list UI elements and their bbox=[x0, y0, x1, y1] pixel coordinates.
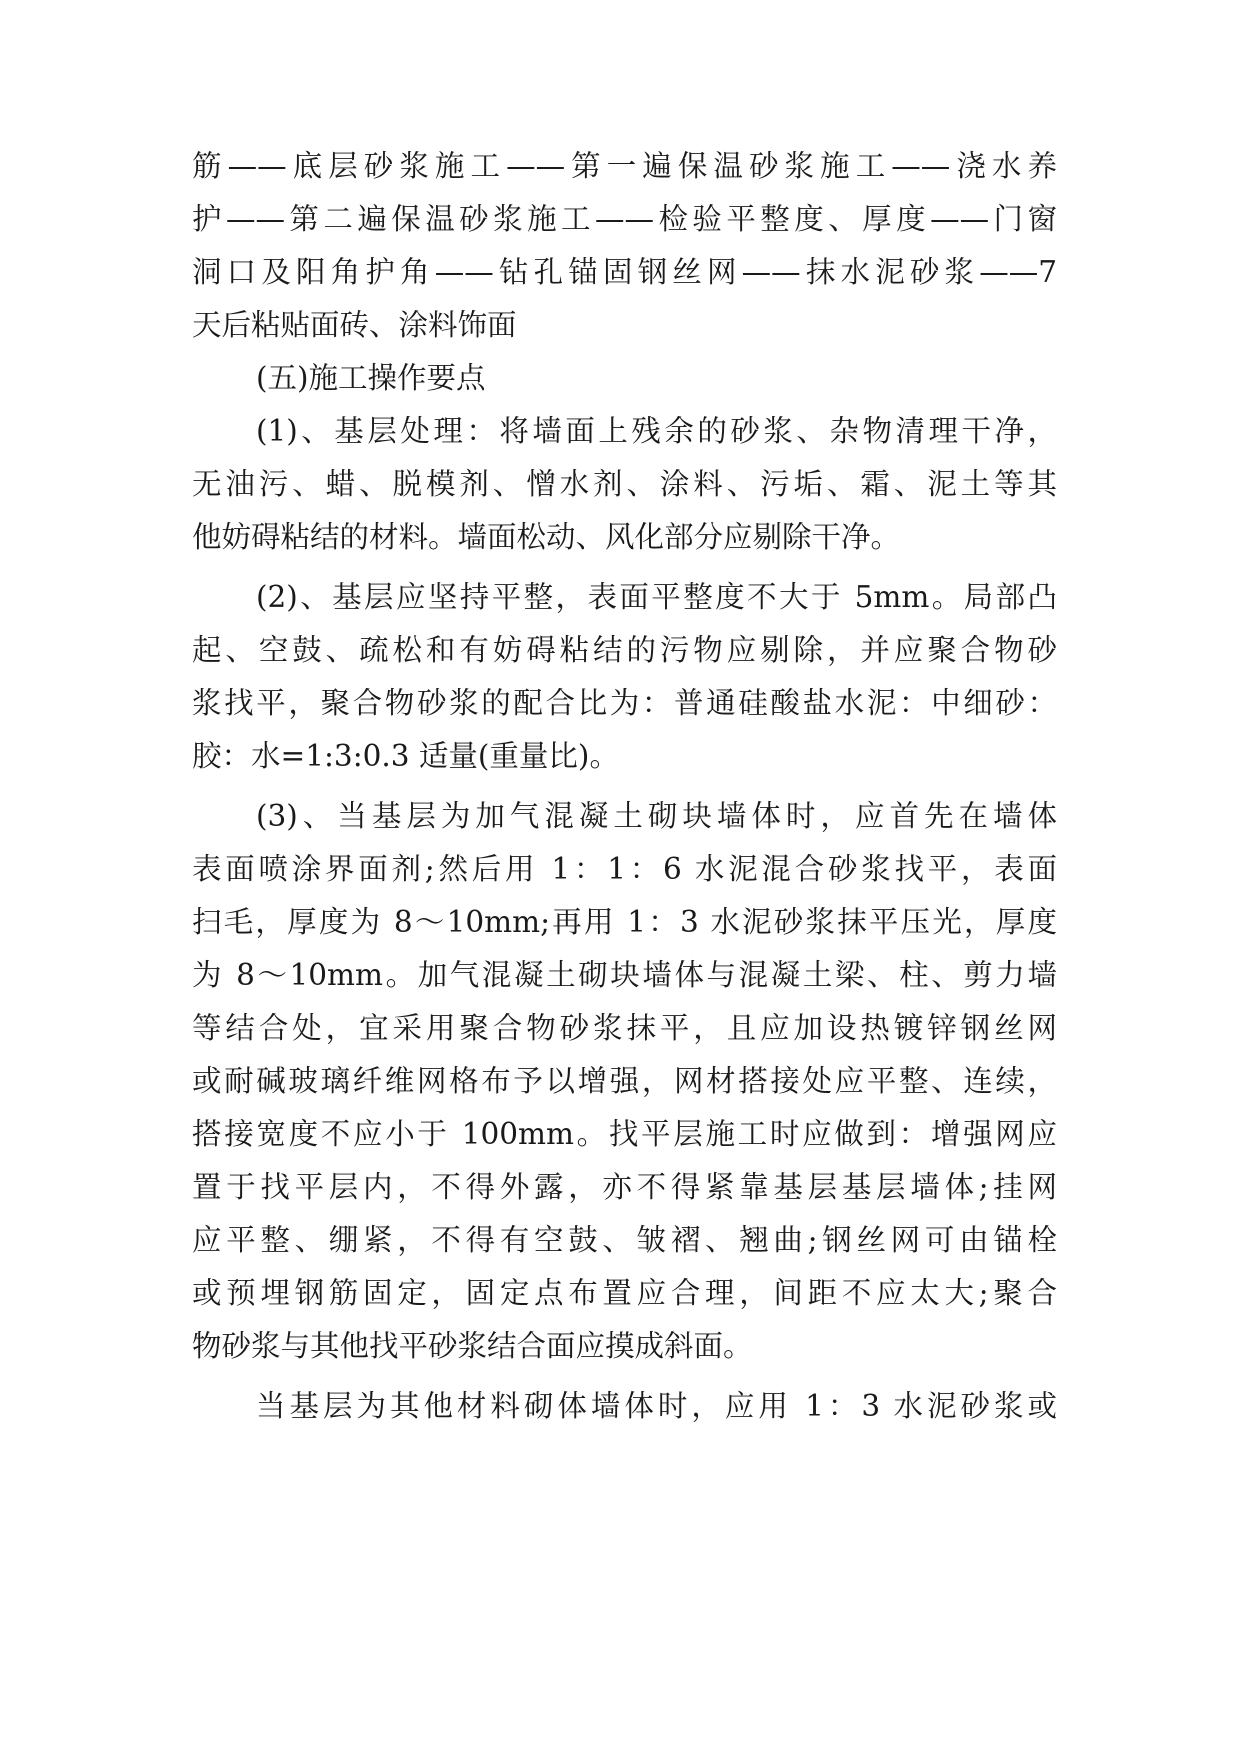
text-line: 浆找平，聚合物砂浆的配合比为：普通硅酸盐水泥：中细砂： bbox=[192, 686, 1057, 720]
text-line: 应平整、绷紧，不得有空鼓、皱褶、翘曲;钢丝网可由锚栓 bbox=[192, 1223, 1057, 1257]
text-line: 等结合处，宜采用聚合物砂浆抹平，且应加设热镀锌钢丝网 bbox=[192, 1011, 1057, 1045]
text-line: (1)、基层处理：将墙面上残余的砂浆、杂物清理干净， bbox=[256, 414, 1057, 448]
text-line: 护——第二遍保温砂浆施工——检验平整度、厚度——门窗 bbox=[192, 202, 1057, 236]
text-line: 洞口及阳角护角——钻孔锚固钢丝网——抹水泥砂浆——7 bbox=[192, 255, 1057, 289]
text-line: 或耐碱玻璃纤维网格布予以增强，网材搭接处应平整、连续， bbox=[192, 1064, 1057, 1098]
text-line: 搭接宽度不应小于 100mm。找平层施工时应做到：增强网应 bbox=[192, 1117, 1057, 1151]
text-line: 为 8～10mm。加气混凝土砌块墙体与混凝土梁、柱、剪力墙 bbox=[192, 958, 1057, 992]
text-line: 置于找平层内，不得外露，亦不得紧靠基层基层墙体;挂网 bbox=[192, 1170, 1057, 1204]
text-line: 天后粘贴面砖、涂料饰面 bbox=[192, 308, 517, 342]
text-line: 物砂浆与其他找平砂浆结合面应摸成斜面。 bbox=[192, 1329, 753, 1363]
text-line: 起、空鼓、疏松和有妨碍粘结的污物应剔除，并应聚合物砂 bbox=[192, 633, 1057, 667]
text-line: 胶：水=1:3:0.3 适量(重量比)。 bbox=[192, 739, 619, 773]
text-line: (2)、基层应坚持平整，表面平整度不大于 5mm。局部凸 bbox=[256, 580, 1057, 614]
text-line: 他妨碍粘结的材料。墙面松动、风化部分应剔除干净。 bbox=[192, 520, 901, 554]
section-heading: (五)施工操作要点 bbox=[256, 361, 486, 395]
text-line: 或预埋钢筋固定，固定点布置应合理，间距不应太大;聚合 bbox=[192, 1276, 1057, 1310]
text-line: 表面喷涂界面剂;然后用 1：1：6 水泥混合砂浆找平，表面 bbox=[192, 852, 1057, 886]
text-line: 无油污、蜡、脱模剂、憎水剂、涂料、污垢、霜、泥土等其 bbox=[192, 467, 1057, 501]
text-line: 当基层为其他材料砌体墙体时，应用 1：3 水泥砂浆或 bbox=[256, 1389, 1057, 1423]
text-line: (3)、当基层为加气混凝土砌块墙体时，应首先在墙体 bbox=[256, 799, 1057, 833]
text-line: 扫毛，厚度为 8～10mm;再用 1：3 水泥砂浆抹平压光，厚度 bbox=[192, 905, 1057, 939]
text-line: 筋——底层砂浆施工——第一遍保温砂浆施工——浇水养 bbox=[192, 149, 1057, 183]
